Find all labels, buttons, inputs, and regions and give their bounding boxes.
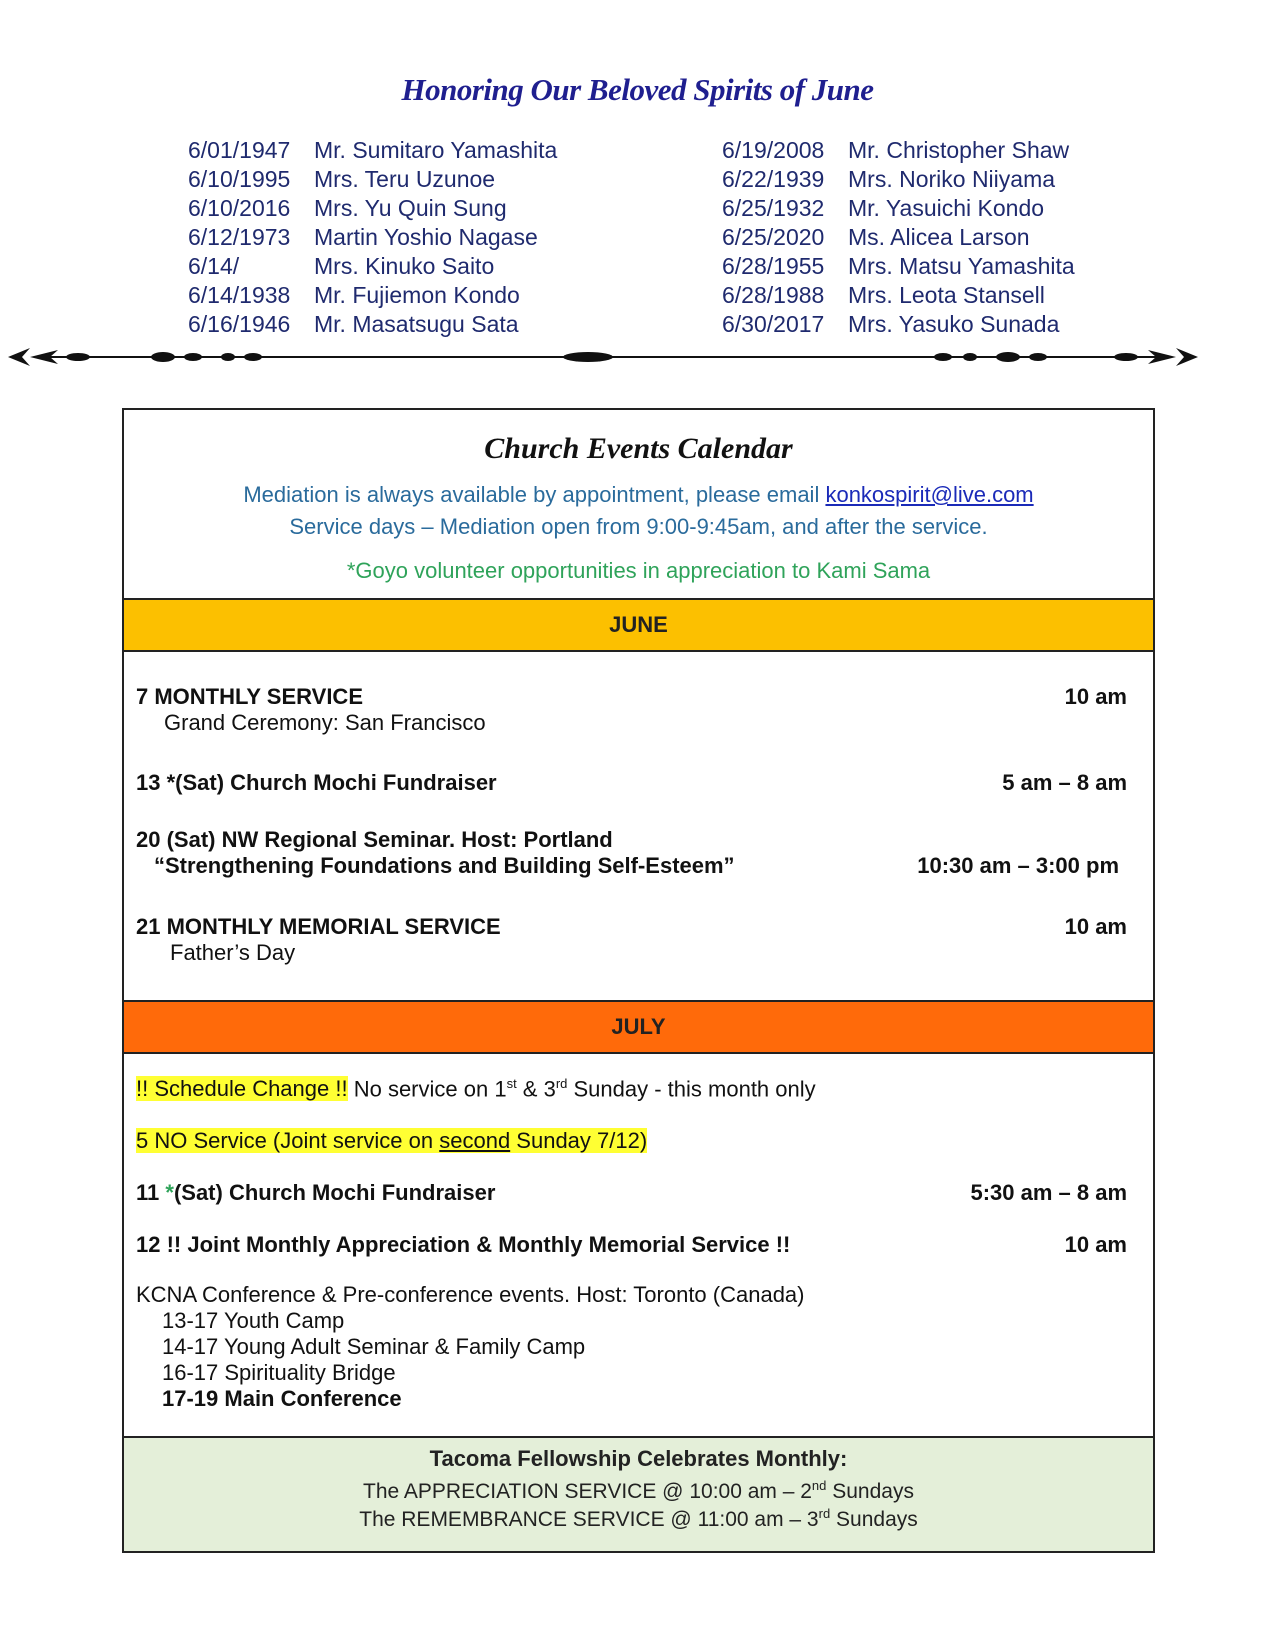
spirit-name: Mrs. Matsu Yamashita xyxy=(848,253,1075,279)
ordinal-suffix: nd xyxy=(811,1478,827,1493)
footer-text: The APPRECIATION SERVICE @ 10:00 am – 2 xyxy=(363,1480,812,1503)
spirit-name: Mrs. Yu Quin Sung xyxy=(314,195,507,221)
event-subtitle: Grand Ceremony: San Francisco xyxy=(164,710,486,735)
event-title: 13 *(Sat) Church Mochi Fundraiser xyxy=(136,770,497,795)
event-name: (Sat) Church Mochi Fundraiser xyxy=(173,1180,496,1205)
goyo-note: *Goyo volunteer opportunities in appreciation to Kami Sama xyxy=(346,558,931,583)
service-days-info: Service days – Mediation open from 9:00-9:45am, and after the service. xyxy=(289,514,988,539)
footer-text: The REMEMBRANCE SERVICE @ 11:00 am – 3 xyxy=(359,1508,819,1531)
spirit-entry xyxy=(722,194,1075,223)
spirit-name: Martin Yoshio Nagase xyxy=(314,224,538,250)
no-service-notice xyxy=(136,1128,647,1153)
spirit-date: 6/12/1973 xyxy=(188,224,291,250)
event-time: 10 am xyxy=(1064,914,1127,939)
email-link[interactable]: konkospirit@live.com xyxy=(825,482,1034,507)
spirit-date: 6/22/1939 xyxy=(722,166,825,192)
spirit-entry xyxy=(188,281,557,310)
ornamental-divider xyxy=(8,342,1198,372)
notice-text: No service on 1 xyxy=(347,1076,507,1102)
mediation-info xyxy=(124,482,1153,508)
spirit-date: 6/01/1947 xyxy=(188,137,291,163)
footer-text: Sundays xyxy=(826,1480,914,1503)
event-title: 12 !! Joint Monthly Appreciation & Monthly Memorial Service !! xyxy=(136,1232,791,1257)
footer-heading: Tacoma Fellowship Celebrates Monthly: xyxy=(429,1446,848,1471)
calendar-title: Church Events Calendar xyxy=(484,432,793,465)
event-july-12 xyxy=(136,1232,1127,1258)
kcna-conference xyxy=(136,1282,1127,1412)
event-july-11 xyxy=(136,1180,1127,1206)
schedule-change-badge: !! Schedule Change !! xyxy=(136,1076,348,1102)
tacoma-fellowship-footer xyxy=(124,1436,1153,1551)
footer-text: Sundays xyxy=(830,1508,918,1531)
event-time: 10:30 am – 3:00 pm xyxy=(917,853,1119,878)
spirit-name: Mr. Sumitaro Yamashita xyxy=(314,137,558,163)
event-time: 5:30 am – 8 am xyxy=(970,1180,1127,1205)
spirit-date: 6/30/2017 xyxy=(722,311,825,337)
kcna-item: 13-17 Youth Camp xyxy=(162,1308,345,1333)
spirit-entry xyxy=(188,136,557,165)
notice-text: 5 NO Service (Joint service on xyxy=(136,1128,440,1153)
remembrance-service-line xyxy=(124,1506,1153,1532)
spirit-date: 6/25/2020 xyxy=(722,224,825,250)
spirit-name: Mr. Christopher Shaw xyxy=(848,137,1070,163)
notice-text: & 3 xyxy=(516,1076,556,1102)
notice-text: Sunday 7/12) xyxy=(510,1128,648,1153)
spirit-name: Mr. Fujiemon Kondo xyxy=(314,282,520,308)
notice-emphasis: second xyxy=(439,1128,511,1153)
event-title xyxy=(136,1180,495,1206)
spirit-name: Mrs. Leota Stansell xyxy=(848,282,1045,308)
spirit-entry xyxy=(722,252,1075,281)
event-time: 10 am xyxy=(1064,684,1127,709)
spirit-date: 6/25/1932 xyxy=(722,195,825,221)
ordinal-suffix: rd xyxy=(818,1506,831,1521)
june-header: JUNE xyxy=(124,598,1153,652)
spirit-date: 6/19/2008 xyxy=(722,137,825,163)
spirit-entry xyxy=(722,165,1075,194)
event-time: 10 am xyxy=(1064,1232,1127,1257)
spirits-list-right xyxy=(722,136,1075,339)
event-title: 21 MONTHLY MEMORIAL SERVICE xyxy=(136,914,501,939)
spirits-title: Honoring Our Beloved Spirits of June xyxy=(401,72,874,107)
event-june-7 xyxy=(136,684,1127,736)
kcna-title: KCNA Conference & Pre-conference events. Host: Toronto (Canada) xyxy=(136,1282,805,1307)
event-title: 7 MONTHLY SERVICE xyxy=(136,684,363,709)
july-header: JULY xyxy=(124,1000,1153,1054)
mediation-text: Mediation is always available by appointment, please email xyxy=(243,482,826,507)
appreciation-service-line xyxy=(124,1478,1153,1504)
spirit-name: Mrs. Kinuko Saito xyxy=(314,253,495,279)
spirit-entry xyxy=(188,165,557,194)
event-june-21 xyxy=(136,914,1127,966)
goyo-star: * xyxy=(165,1180,174,1205)
events-calendar xyxy=(122,408,1155,1553)
event-july-5 xyxy=(136,1128,1127,1154)
event-june-13 xyxy=(136,770,1127,796)
event-subtitle: “Strengthening Foundations and Building Self-Esteem” xyxy=(154,853,735,878)
schedule-change-notice xyxy=(136,1076,1127,1102)
event-subtitle: Father’s Day xyxy=(170,940,296,965)
spirit-name: Mrs. Teru Uzunoe xyxy=(314,166,496,192)
spirit-entry xyxy=(722,136,1075,165)
event-june-20 xyxy=(136,827,1127,879)
spirit-name: Ms. Alicea Larson xyxy=(848,224,1030,250)
spirit-date: 6/10/1995 xyxy=(188,166,291,192)
event-time: 5 am – 8 am xyxy=(1002,770,1127,795)
spirit-entry xyxy=(188,223,557,252)
ordinal-suffix: st xyxy=(506,1076,517,1091)
spirit-date: 6/28/1955 xyxy=(722,253,825,279)
spirit-entry xyxy=(722,310,1075,339)
kcna-item: 14-17 Young Adult Seminar & Family Camp xyxy=(162,1334,586,1359)
spirit-name: Mrs. Yasuko Sunada xyxy=(848,311,1060,337)
spirit-entry xyxy=(188,194,557,223)
notice-text: Sunday - this month only xyxy=(567,1076,816,1102)
kcna-item: 17-19 Main Conference xyxy=(162,1386,402,1411)
event-title: 20 (Sat) NW Regional Seminar. Host: Portland xyxy=(136,827,613,852)
spirit-entry xyxy=(188,252,557,281)
spirit-date: 6/14/ xyxy=(188,253,240,279)
event-day: 11 xyxy=(136,1180,166,1205)
kcna-item: 16-17 Spirituality Bridge xyxy=(162,1360,396,1385)
spirit-date: 6/10/2016 xyxy=(188,195,291,221)
spirit-date: 6/28/1988 xyxy=(722,282,825,308)
spirit-entry xyxy=(722,223,1075,252)
spirit-date: 6/14/1938 xyxy=(188,282,291,308)
spirit-entry xyxy=(722,281,1075,310)
spirit-entry xyxy=(188,310,557,339)
spirit-name: Mrs. Noriko Niiyama xyxy=(848,166,1056,192)
spirit-date: 6/16/1946 xyxy=(188,311,291,337)
spirits-list-left xyxy=(188,136,557,339)
spirit-name: Mr. Yasuichi Kondo xyxy=(848,195,1045,221)
ordinal-suffix: rd xyxy=(555,1076,568,1091)
spirit-name: Mr. Masatsugu Sata xyxy=(314,311,519,337)
